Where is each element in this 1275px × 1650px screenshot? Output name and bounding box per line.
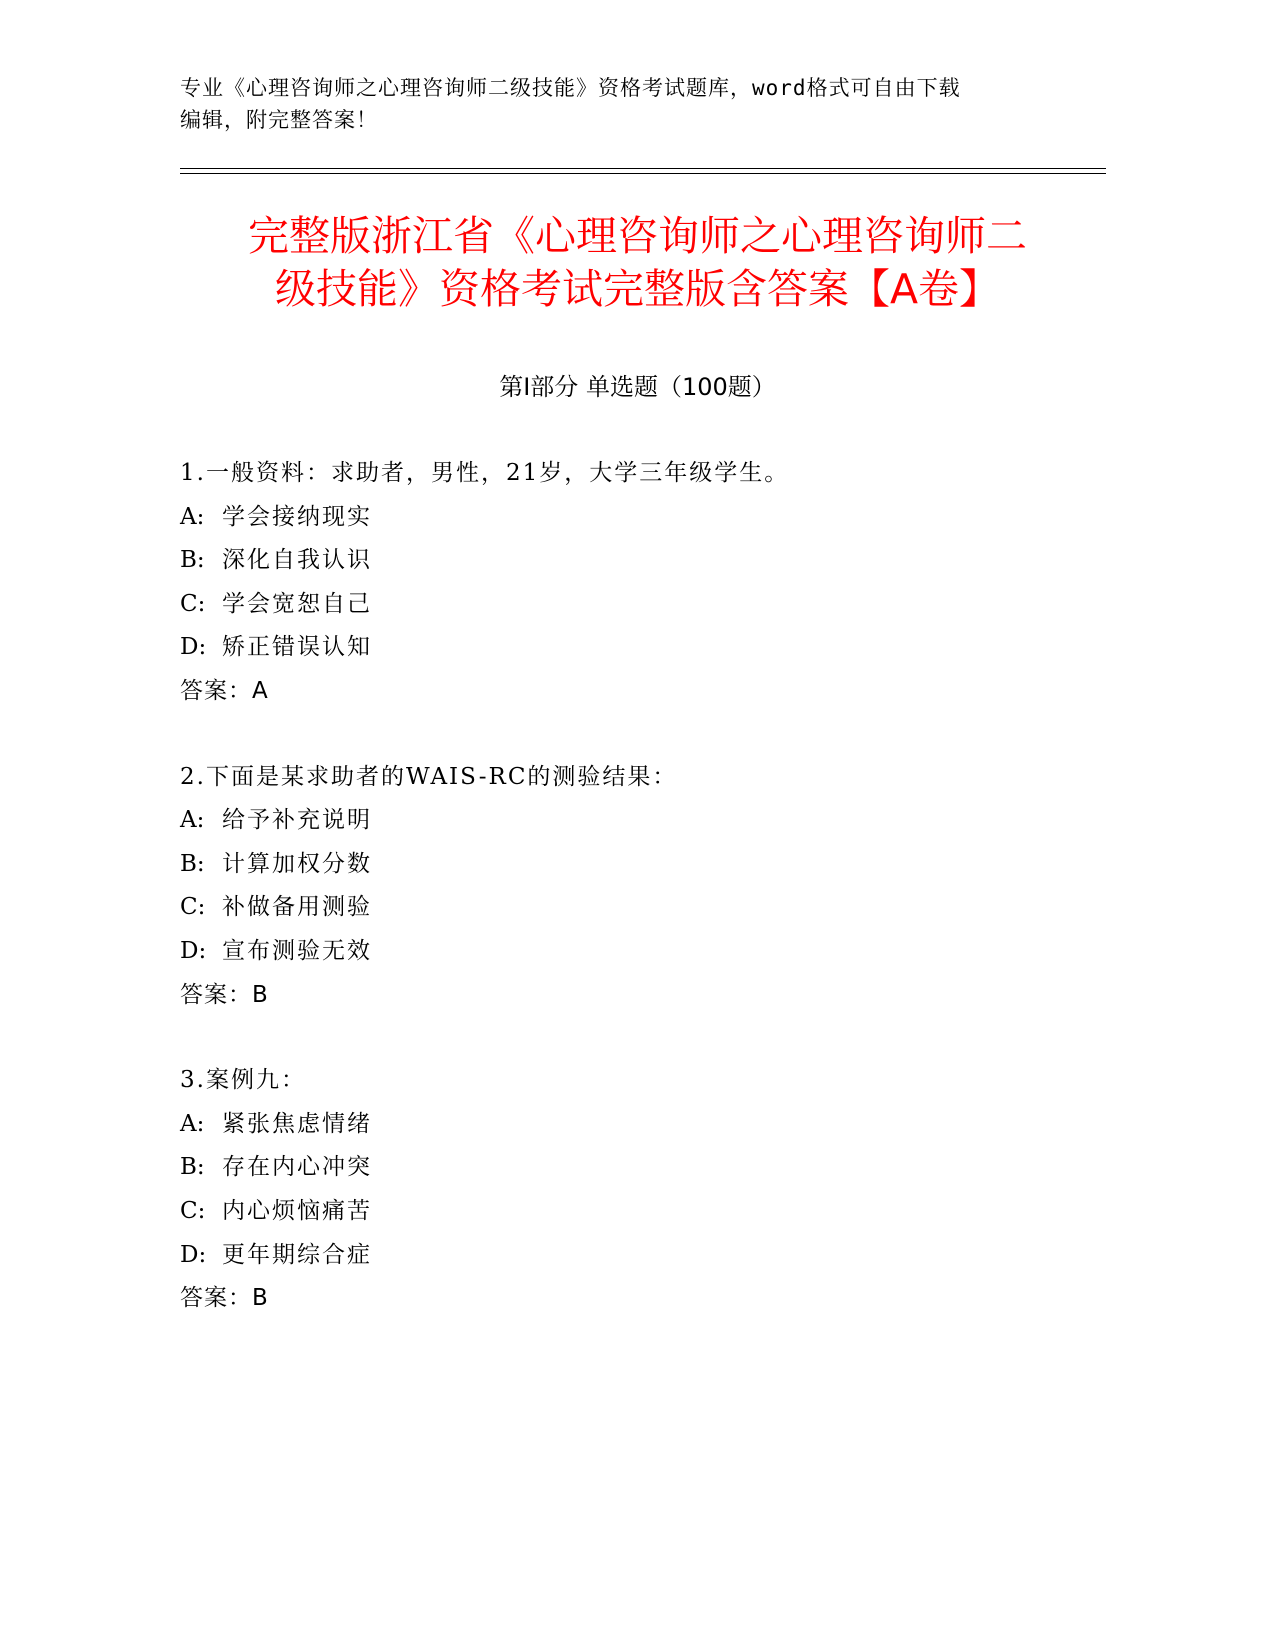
option-text: 内心烦恼痛苦 — [222, 1197, 372, 1224]
option-label: D: — [180, 634, 207, 661]
section-heading: 第Ⅰ部分 单选题（100题） — [499, 373, 776, 401]
option-d — [180, 1234, 1080, 1278]
option-label: A: — [180, 1110, 205, 1137]
option-label: B: — [180, 547, 205, 574]
question-2 — [180, 756, 1080, 1018]
document-title — [170, 210, 1105, 316]
option-label: C: — [180, 1197, 206, 1224]
answer-line: 答案：B — [180, 1285, 269, 1312]
question-stem: 3.案例九： — [180, 1067, 306, 1094]
option-text: 宣布测验无效 — [222, 937, 372, 964]
option-text: 紧张焦虑情绪 — [222, 1110, 372, 1137]
option-c — [180, 583, 1080, 627]
question-list — [180, 452, 1080, 1363]
option-label: D: — [180, 1241, 207, 1268]
option-d — [180, 626, 1080, 670]
option-b — [180, 539, 1080, 583]
option-label: D: — [180, 937, 207, 964]
option-text: 学会宽恕自己 — [222, 590, 372, 617]
option-d — [180, 930, 1080, 974]
option-text: 深化自我认识 — [222, 547, 372, 574]
option-label: B: — [180, 1154, 205, 1181]
header-note-line-1: 专业《心理咨询师之心理咨询师二级技能》资格考试题库，word格式可自由下载 — [180, 76, 961, 100]
document-title-line-1: 完整版浙江省《心理咨询师之心理咨询师二 — [248, 212, 1027, 260]
document-title-line-2: 级技能》资格考试完整版含答案【A卷】 — [274, 265, 1001, 313]
header-divider — [180, 168, 1106, 174]
option-label: B: — [180, 850, 205, 877]
option-text: 存在内心冲突 — [222, 1154, 372, 1181]
option-b — [180, 1146, 1080, 1190]
option-b — [180, 843, 1080, 887]
option-label: A: — [180, 503, 205, 530]
option-c — [180, 886, 1080, 930]
question-1 — [180, 452, 1080, 714]
option-text: 补做备用测验 — [222, 894, 372, 921]
option-text: 矫正错误认知 — [222, 634, 372, 661]
answer-line: 答案：B — [180, 981, 269, 1008]
option-text: 给予补充说明 — [222, 807, 372, 834]
question-3 — [180, 1059, 1080, 1321]
option-c — [180, 1190, 1080, 1234]
option-label: C: — [180, 894, 206, 921]
option-label: C: — [180, 590, 206, 617]
header-note — [180, 72, 1080, 136]
answer-line: 答案：A — [180, 677, 269, 704]
option-text: 学会接纳现实 — [222, 503, 372, 530]
header-note-line-2: 编辑，附完整答案！ — [180, 108, 378, 132]
option-text: 更年期综合症 — [222, 1241, 372, 1268]
question-stem: 2.下面是某求助者的WAIS-RC的测验结果： — [180, 763, 678, 790]
option-text: 计算加权分数 — [222, 850, 372, 877]
question-stem: 1.一般资料：求助者，男性，21岁，大学三年级学生。 — [180, 460, 790, 486]
option-a — [180, 1103, 1080, 1147]
option-a — [180, 799, 1080, 843]
option-a — [180, 496, 1080, 540]
option-label: A: — [180, 807, 205, 834]
